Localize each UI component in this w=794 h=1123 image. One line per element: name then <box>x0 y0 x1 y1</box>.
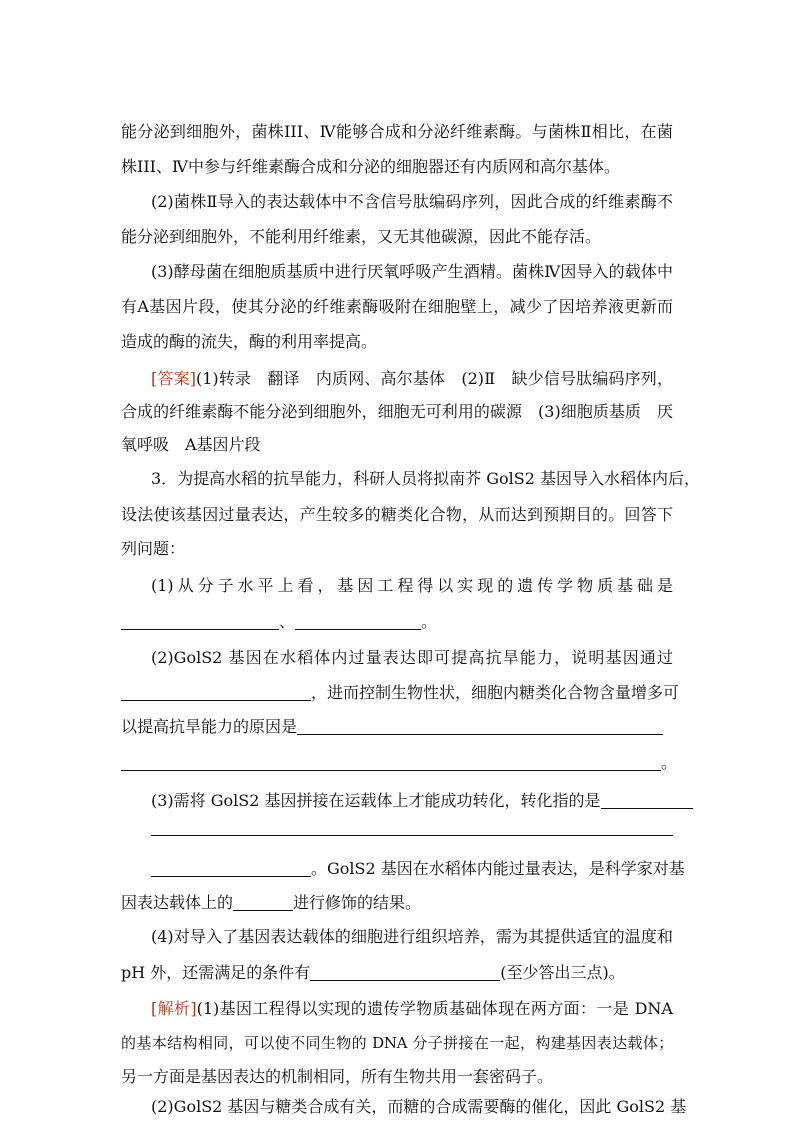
separator: 、 <box>279 612 296 631</box>
text-line <box>121 962 673 984</box>
answer-blank[interactable] <box>151 835 673 836</box>
text-line: 株III、Ⅳ中参与纤维素酶合成和分泌的细胞器还有内质网和高尔基体。 <box>121 157 620 176</box>
text-fragment: (至少答出三点)。 <box>500 963 625 982</box>
text-line: 能分泌到细胞外，菌株III、Ⅳ能够合成和分泌纤维素酶。与菌株Ⅱ相比，在菌 <box>121 122 673 141</box>
answer-blank[interactable] <box>233 894 293 911</box>
subquestion-3 <box>151 790 673 812</box>
text-line: 设法使该基因过量表达，产生较多的糖类化合物，从而达到预期目的。回答下 <box>121 505 673 524</box>
text-line <box>121 716 673 738</box>
text-line <box>121 892 673 914</box>
text-line <box>121 682 680 704</box>
answer-tag: [答案] <box>151 369 196 388</box>
text-line: 的基本结构相同，可以使不同生物的 DNA 分子拼接在一起，构建基因表达载体； <box>121 1034 673 1052</box>
text-line: 造成的酶的流失，酶的利用率提高。 <box>121 332 378 351</box>
text-fragment: 因表达载体上的 <box>121 893 234 912</box>
text-fragment: 。GolS2 基因在水稻体内能过量表达，是科学家对基 <box>311 859 685 878</box>
text-line: 有A基因片段，使其分泌的纤维素酶吸附在细胞壁上，减少了因培养液更新而 <box>121 297 673 316</box>
answer-blank[interactable] <box>121 754 661 771</box>
text-line: (2)GolS2 基因与糖类合成有关，而糖的合成需要酶的催化，因此 GolS2 基 <box>151 1097 687 1116</box>
answer-text: (1)转录 翻译 内质网、高尔基体 (2)Ⅱ 缺少信号肽编码序列， <box>196 369 673 388</box>
subquestion-1: (1)从分子水平上看，基因工程得以实现的遗传学物质基础是 <box>151 576 673 595</box>
analysis-line <box>151 998 673 1020</box>
text-fragment: 进行修饰的结果。 <box>293 893 422 912</box>
text-fragment: pH 外，还需满足的条件有 <box>121 963 311 982</box>
answer-blank[interactable] <box>297 718 663 735</box>
period: 。 <box>421 612 438 631</box>
text-line: 列问题： <box>121 539 186 558</box>
question-stem: 3．为提高水稻的抗旱能力，科研人员将拟南芥 GolS2 基因导入水稻体内后， <box>151 469 701 488</box>
text-line: 另一方面是基因表达的机制相同，所有生物共用一套密码子。 <box>121 1067 554 1086</box>
analysis-text: (1)基因工程得以实现的遗传学物质基础体现在两方面：一是 DNA <box>196 999 673 1018</box>
subquestion-4: (4)对导入了基因表达载体的细胞进行组织培养，需为其提供适宜的温度和 <box>151 927 673 946</box>
text-line: 合成的纤维素酶不能分泌到细胞外，细胞无可利用的碳源 (3)细胞质基质 厌 <box>121 402 673 421</box>
text-line <box>151 858 685 880</box>
answer-blank[interactable] <box>121 613 279 630</box>
period: 。 <box>661 753 678 772</box>
answer-blank[interactable] <box>310 964 500 981</box>
text-fragment: 以提高抗旱能力的原因是 <box>121 717 298 736</box>
text-fragment: (3)需将 GolS2 基因拼接在运载体上才能成功转化，转化指的是 <box>151 791 601 810</box>
text-line <box>121 752 678 774</box>
analysis-tag: [解析] <box>151 999 197 1018</box>
text-line: (3)酵母菌在细胞质基质中进行厌氧呼吸产生酒精。菌株Ⅳ因导入的载体中 <box>151 262 673 281</box>
answer-blank[interactable] <box>601 792 693 809</box>
answer-blank[interactable] <box>121 684 311 701</box>
answer-blank[interactable] <box>295 613 421 630</box>
text-line: (2)菌株Ⅱ导入的表达载体中不含信号肽编码序列，因此合成的纤维素酶不 <box>151 192 673 211</box>
subquestion-2: (2)GolS2 基因在水稻体内过量表达即可提高抗旱能力，说明基因通过 <box>151 648 673 667</box>
answer-line <box>151 368 673 390</box>
text-line <box>121 611 673 633</box>
text-fragment: ，进而控制生物性状，细胞内糖类化合物含量增多可 <box>311 683 680 702</box>
answer-blank[interactable] <box>151 860 311 877</box>
text-line: 能分泌到细胞外，不能利用纤维素，又无其他碳源，因此不能存活。 <box>121 227 602 246</box>
text-line: 氧呼吸 A基因片段 <box>121 435 261 454</box>
